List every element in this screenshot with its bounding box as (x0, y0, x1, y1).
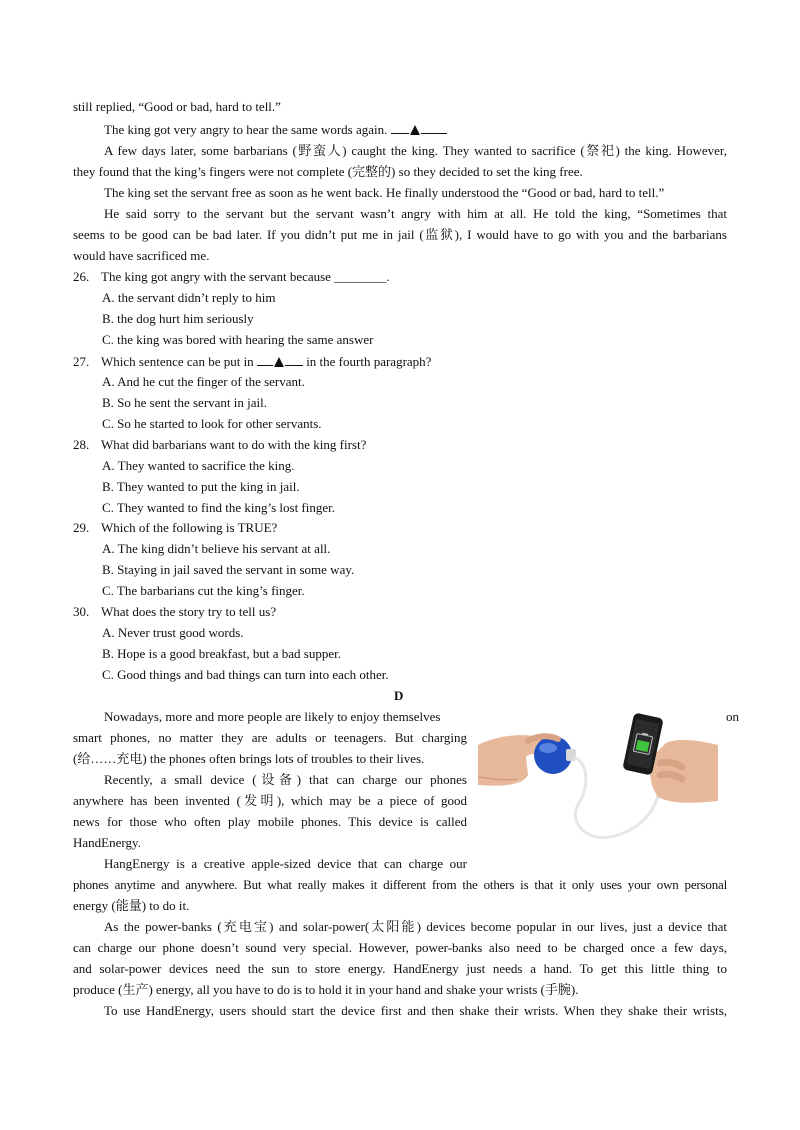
option-26c: C. the king was bored with hearing the same answer (102, 332, 374, 347)
blank-right (285, 353, 303, 366)
d-para4-line3: and solar-power devices need the sun to store energy. HandEnergy just needs a hand. To get this little thing to (73, 961, 727, 976)
handenergy-illustration (478, 705, 718, 855)
story-line-8: would have sacrificed me. (73, 248, 210, 263)
d-para1-on: on (726, 709, 739, 724)
option-29a: A. The king didn’t believe his servant at all. (102, 541, 331, 556)
triangle-icon (410, 125, 420, 135)
question-stem: The king got angry with the servant because ________. (101, 269, 390, 284)
d-para2-line1: Recently, a small device (设备) that can charge our phones (104, 772, 467, 787)
question-number: 26. (73, 269, 90, 284)
d-para3-line3: energy (能量) to do it. (73, 898, 190, 913)
question-stem-b: in the fourth paragraph? (306, 354, 432, 369)
question-26 (73, 269, 389, 285)
option-26a: A. the servant didn’t reply to him (102, 290, 276, 305)
question-28 (73, 437, 366, 453)
d-para4-line4: produce (生产) energy, all you have to do is to hold it in your hand and shake your wrists (手腕). (73, 982, 579, 997)
option-28b: B. They wanted to put the king in jail. (102, 479, 300, 494)
d-para2-line3: news for those who often play mobile phones. This device is called (73, 814, 467, 829)
question-number: 30. (73, 604, 90, 619)
d-para4-line1: As the power-banks (充电宝) and solar-power(太阳能) devices become popular in our lives, just a device that (104, 919, 727, 934)
option-30c: C. Good things and bad things can turn into each other. (102, 667, 389, 682)
handenergy-device-icon (534, 736, 576, 774)
section-title: D (394, 688, 404, 703)
option-27a: A. And he cut the finger of the servant. (102, 374, 305, 389)
option-28c: C. They wanted to find the king’s lost finger. (102, 500, 336, 515)
story-line-4: they found that the king’s fingers were not complete (完整的) so they decided to set the king free. (73, 164, 583, 179)
option-29c: C. The barbarians cut the king’s finger. (102, 583, 305, 598)
blank-left (391, 121, 409, 134)
question-29 (73, 520, 277, 536)
d-para2-line4: HandEnergy. (73, 835, 141, 850)
triangle-icon (274, 357, 284, 367)
option-28a: A. They wanted to sacrifice the king. (102, 458, 295, 473)
story-line-5: The king set the servant free as soon as he went back. He finally understood the “Good or bad, hard to tell.” (104, 185, 665, 200)
d-para1-line1: Nowadays, more and more people are likely to enjoy themselves (104, 709, 441, 724)
option-30a: A. Never trust good words. (102, 625, 244, 640)
story-line-7: seems to be good can be bad later. If you didn’t put me in jail (监狱), I would have to go with you and the barbarians (73, 227, 727, 242)
d-para3-line1: HangEnergy is a creative apple-sized device that can charge our (104, 856, 467, 871)
question-stem: What does the story try to tell us? (101, 604, 277, 619)
d-para5-line1: To use HandEnergy, users should start the device first and then shake their wrists. When they shake their wrists, (104, 1003, 727, 1018)
question-number: 27. (73, 354, 90, 369)
option-27c: C. So he started to look for other servants. (102, 416, 322, 431)
question-number: 29. (73, 520, 90, 535)
story-line-2-text: The king got very angry to hear the same words again. (104, 122, 388, 137)
story-line-1: still replied, “Good or bad, hard to tell.” (73, 99, 281, 114)
d-para2-line2: anywhere has been invented (发明), which may be a piece of good (73, 793, 467, 808)
option-26b: B. the dog hurt him seriously (102, 311, 254, 326)
question-30 (73, 604, 276, 620)
question-stem: Which of the following is TRUE? (101, 520, 278, 535)
story-line-2 (104, 121, 447, 138)
d-para4-line2: can charge our phone doesn’t sound very special. However, power-banks also need to be charged once a few days, (73, 940, 727, 955)
story-line-6: He said sorry to the servant but the servant wasn’t angry with him at all. He told the king, “Sometimes that (104, 206, 727, 221)
d-para3-line2: phones anytime and anywhere. But what really makes it different from the others is that it only uses your own personal (73, 877, 727, 892)
question-stem-a: Which sentence can be put in (101, 354, 254, 369)
question-stem: What did barbarians want to do with the king first? (101, 437, 367, 452)
question-number: 28. (73, 437, 90, 452)
option-29b: B. Staying in jail saved the servant in some way. (102, 562, 355, 577)
blank-left (257, 353, 273, 366)
d-para1-line3: (给……充电) the phones often brings lots of troubles to their lives. (73, 751, 425, 766)
d-para1-line2: smart phones, no matter they are adults or teenagers. But charging (73, 730, 467, 745)
story-line-3: A few days later, some barbarians (野蛮人) caught the king. They wanted to sacrifice (祭祀) the king. However, (104, 143, 727, 158)
option-27b: B. So he sent the servant in jail. (102, 395, 268, 410)
blank-right (421, 121, 447, 134)
question-27 (73, 353, 431, 370)
option-30b: B. Hope is a good breakfast, but a bad supper. (102, 646, 342, 661)
